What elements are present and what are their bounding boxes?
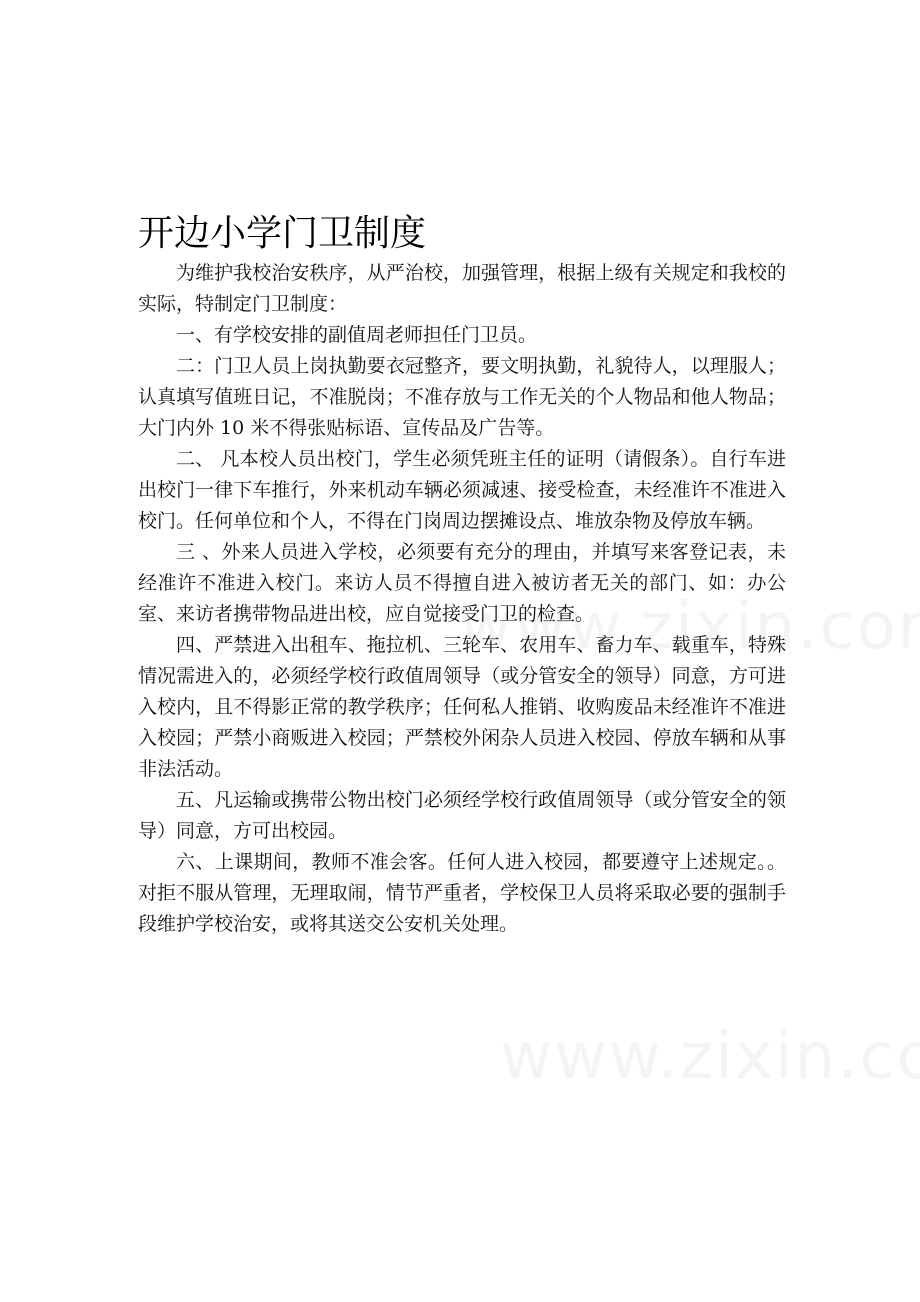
watermark-text-lower (500, 1020, 920, 1094)
paragraph-rule-4: 三 、外来人员进入学校，必须要有充分的理由，并填写来客登记表，未经准许不准进入校门。来访人员不得擅自进入被访者无关的部门、如：办公室、来访者携带物品进出校，应自觉接受门卫的检查。 (138, 541, 786, 625)
paragraph-rule-2: 二：门卫人员上岗执勤要衣冠整齐，要文明执勤，礼貌待人，以理服人；认真填写值班日记，不准脱岗；不准存放与工作无关的个人物品和他人物品；大门内外 10 米不得张贴标语、宣传品及广告等。 (138, 355, 786, 439)
paragraph-rule-6: 五、凡运输或携带公物出校门必须经学校行政值周领导（或分管安全的领导）同意，方可出校园。 (138, 789, 786, 842)
document-title: 开边小学门卫制度 (138, 213, 427, 254)
watermark-text (460, 590, 920, 664)
paragraph-rule-5: 四、严禁进入出租车、拖拉机、三轮车、农用车、畜力车、载重车，特殊情况需进入的，必须经学校行政值周领导（或分管安全的领导）同意，方可进入校内，且不得影正常的教学秩序；任何私人推销、收购废品未经准许不准进入校园；严禁小商贩进入校园；严禁校外闲杂人员进入校园、停放车辆和从事非法活动。 (138, 634, 786, 780)
paragraph-rule-7: 六、上课期间，教师不准会客。任何人进入校园，都要遵守上述规定。。对拒不服从管理，无理取闹，情节严重者，学校保卫人员将采取必要的强制手段维护学校治安，或将其送交公安机关处理。 (138, 851, 786, 935)
paragraph-intro: 为维护我校治安秩序，从严治校，加强管理，根据上级有关规定和我校的实际，特制定门卫制度： (138, 262, 786, 315)
paragraph-rule-3: 二、 凡本校人员出校门，学生必须凭班主任的证明（请假条）。自行车进出校门一律下车推行，外来机动车辆必须减速、接受检查，未经准许不准进入校门。任何单位和个人，不得在门岗周边摆摊设点、堆放杂物及停放车辆。 (138, 448, 786, 532)
paragraph-rule-1: 一、有学校安排的副值周老师担任门卫员。 (176, 324, 538, 346)
